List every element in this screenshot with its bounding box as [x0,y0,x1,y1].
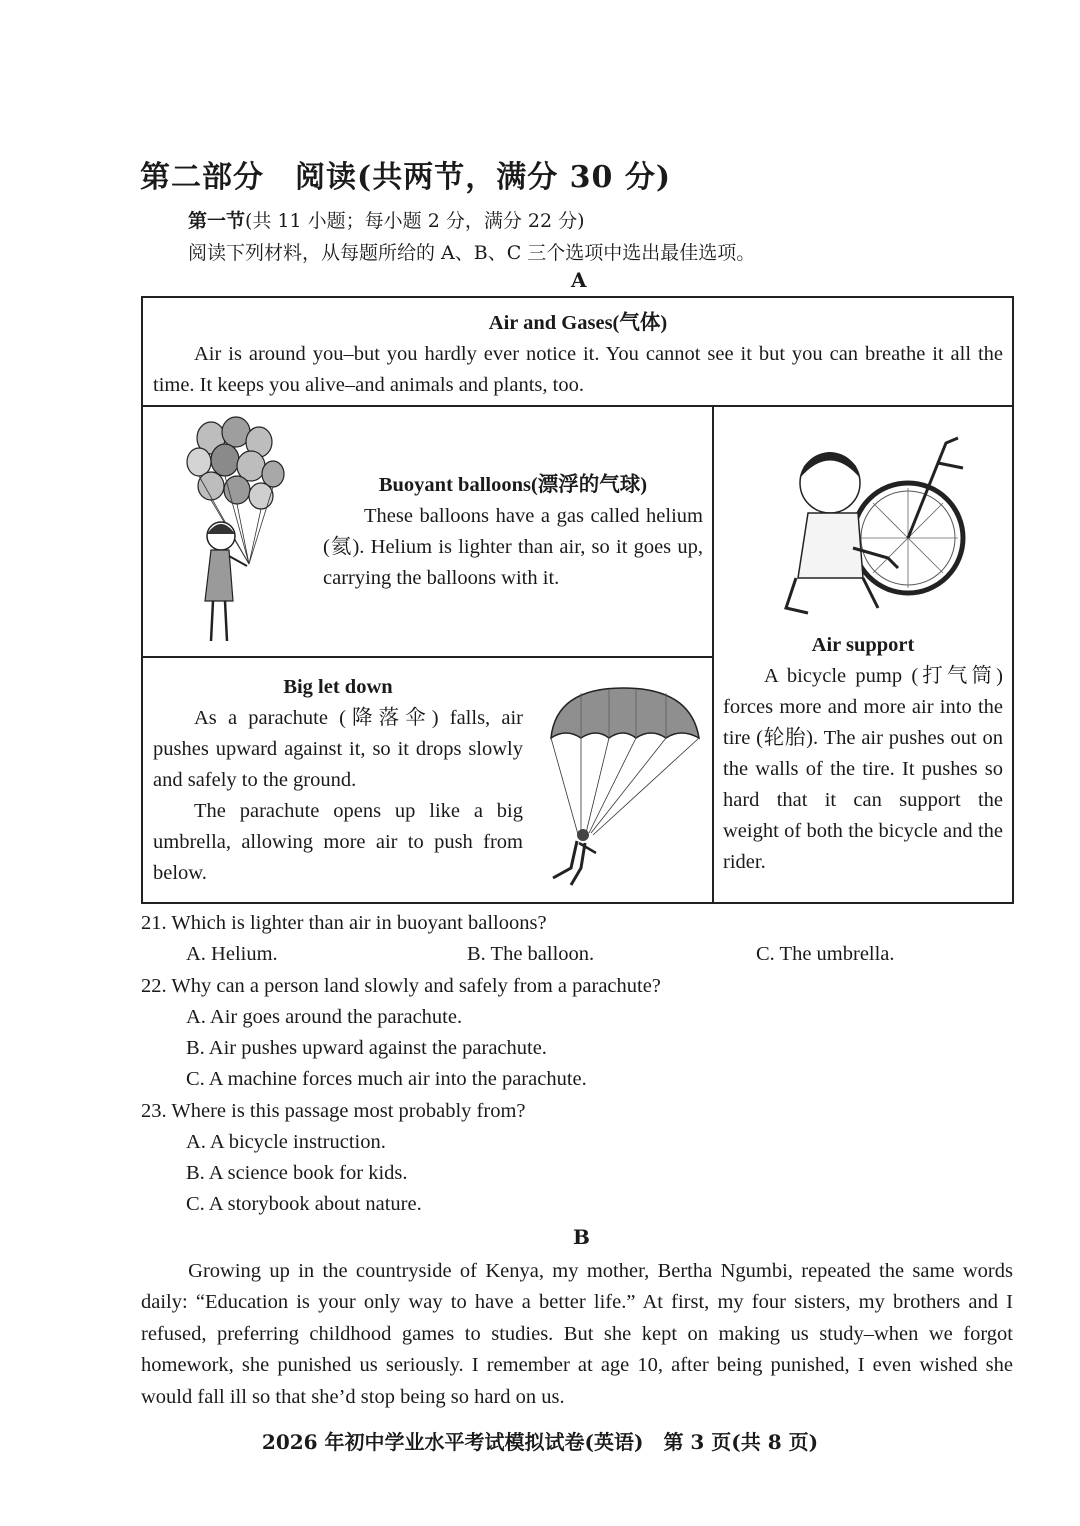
passage-b-letter: B [573,1225,590,1249]
question-23-option-a: A. A bicycle instruction. [186,1131,386,1153]
question-21-stem: 21. Which is lighter than air in buoyant balloons? [141,912,547,934]
question-22-stem: 22. Why can a person land slowly and safely from a parachute? [141,975,661,997]
question-21-option-c: C. The umbrella. [756,943,895,965]
bicycle-boy-illustration [768,428,968,628]
passage-b-text: Growing up in the countryside of Kenya, my mother, Bertha Ngumbi, repeated the same words daily: “Education is your only way to have a better life.” At first, my four sisters, my brothers and I refused, preferring childhood games to studies. But she kept on making us study–when we forgot homework, she punished us seriously. I remember at age 10, after being punished, I even wished she would fall ill so that she’d stop being so hard on us. [141,1260,1013,1408]
question-22-option-a: A. Air goes around the parachute. [186,1006,463,1028]
support-section [723,630,1003,878]
question-23-option-c: C. A storybook about nature. [186,1193,422,1215]
question-21-option-a: A. Helium. [186,943,278,965]
part-title: 第二部分 阅读(共两节，满分 30 分) [140,160,672,195]
question-23-stem: 23. Where is this passage most probably from? [141,1100,526,1122]
passage-a-letter: A [571,268,587,292]
section-title-bold: 第一节 [188,210,246,232]
passage-a-box [141,296,1014,904]
balloons-section [323,470,703,594]
balloon-girl-illustration [181,416,286,648]
intro-text: Air is around you–but you hardly ever notice it. You cannot see it but you can breathe it all the time. It keeps you alive–and animals and plants, too. [153,343,1003,396]
question-23-option-b: B. A science book for kids. [186,1162,408,1184]
balloons-heading: Buoyant balloons(漂浮的气球) [378,474,648,496]
question-21-option-b: B. The balloon. [467,943,595,965]
support-text: A bicycle pump (打气筒) forces more and more air into the tire (轮胎). The air pushes out on the walls of the tire. It pushes so hard that it can support the weight of both the bicycle and the rider. [723,665,1003,873]
question-22-option-b: B. Air pushes upward against the parachute. [186,1037,547,1059]
intro-heading: Air and Gases(气体) [488,312,668,334]
parachute-illustration [541,683,706,893]
page-footer: 2026 年初中学业水平考试模拟试卷(英语) 第 3 页(共 8 页) [261,1430,819,1454]
question-22-option-c: C. A machine forces much air into the parachute. [186,1068,587,1090]
letdown-heading: Big let down [283,676,393,698]
letdown-text-1: As a parachute (降落伞) falls, air pushes upward against it, so it drops slowly and safely to the ground. [153,707,523,791]
letdown-section [153,672,523,889]
section-title [188,206,585,233]
balloons-text: These balloons have a gas called helium (氦). Helium is lighter than air, so it goes up, carrying the balloons with it. [323,505,703,589]
letdown-text-2: The parachute opens up like a big umbrella, allowing more air to push from below. [153,800,523,884]
instructions: 阅读下列材料，从每题所给的 A、B、C 三个选项中选出最佳选项。 [188,242,756,264]
intro-section [153,308,1003,401]
section-title-rest: (共 11 小题；每小题 2 分，满分 22 分) [245,210,585,232]
support-heading: Air support [811,634,915,656]
